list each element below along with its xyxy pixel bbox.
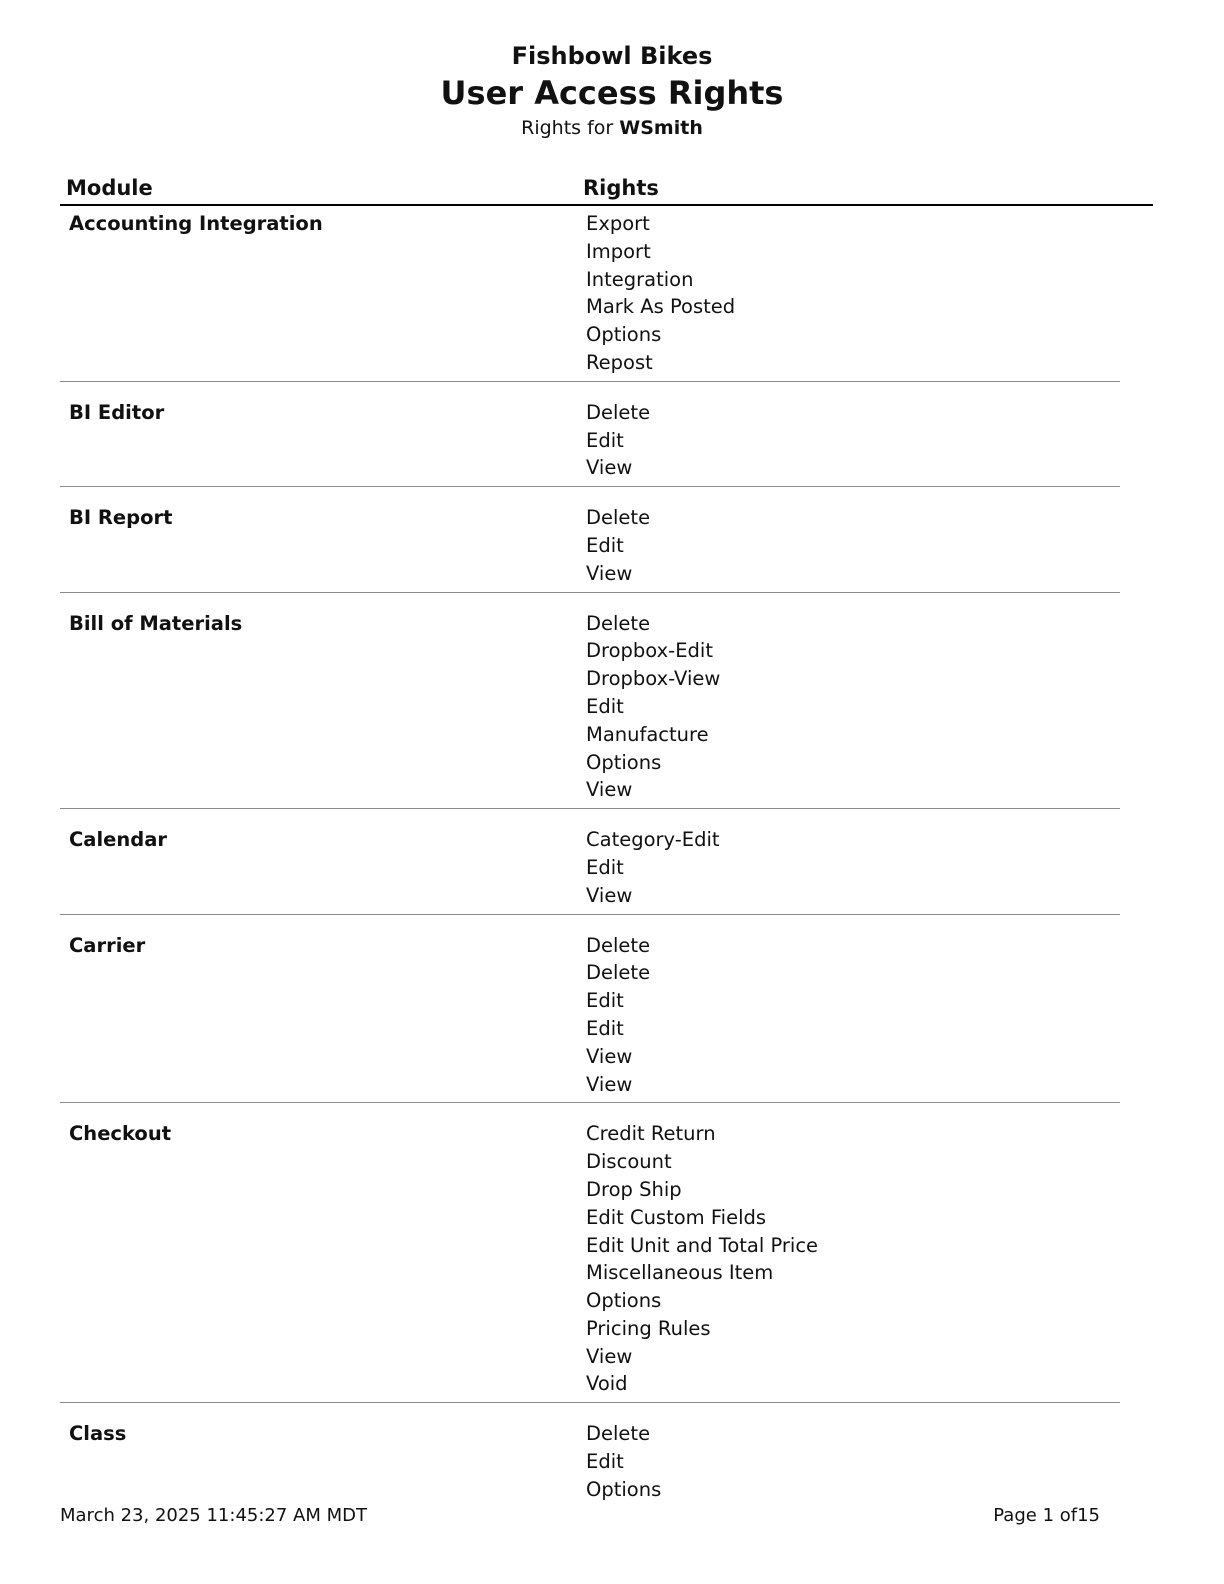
rights-list — [586, 504, 1120, 587]
right-item: Import — [586, 239, 651, 263]
right-item: Edit Custom Fields — [586, 1205, 767, 1229]
right-item: Edit — [586, 1450, 624, 1474]
module-name: Accounting Integration — [69, 212, 323, 235]
rights-list — [586, 210, 1120, 377]
report-header — [0, 40, 1224, 142]
right-item: Delete — [586, 400, 651, 424]
module-name: BI Editor — [69, 400, 165, 424]
right-item: Edit — [586, 694, 624, 718]
rights-list — [586, 932, 1120, 1099]
table-row — [60, 1403, 1120, 1507]
table-row — [60, 206, 1120, 382]
right-item: Delete — [586, 1422, 651, 1446]
right-item: Export — [586, 212, 650, 235]
module-name: Bill of Materials — [69, 611, 243, 635]
right-item: Edit Unit and Total Price — [586, 1233, 819, 1257]
rights-list — [586, 1120, 1120, 1398]
report-subtitle — [0, 114, 1224, 142]
right-item: Delete — [586, 961, 651, 985]
rights-table — [60, 206, 1120, 1508]
right-item: Dropbox-Edit — [586, 639, 713, 663]
rights-list — [586, 1420, 1120, 1503]
right-item: Edit — [586, 855, 624, 879]
rights-list — [586, 399, 1120, 482]
right-item: Credit Return — [586, 1122, 716, 1146]
table-row — [60, 809, 1120, 914]
right-item: Edit — [586, 1016, 624, 1040]
right-item: View — [586, 883, 633, 907]
right-item: View — [586, 1072, 633, 1096]
column-headers — [60, 174, 1153, 206]
subtitle-prefix: Rights for — [521, 117, 620, 139]
table-row — [60, 1103, 1120, 1403]
right-item: View — [586, 778, 633, 802]
table-row — [60, 382, 1120, 487]
right-item: Edit — [586, 428, 624, 452]
module-name: Carrier — [69, 933, 146, 957]
right-item: Mark As Posted — [586, 295, 736, 319]
right-item: View — [586, 561, 633, 585]
right-item: Integration — [586, 267, 694, 291]
right-item: Edit — [586, 989, 624, 1013]
right-item: Pricing Rules — [586, 1316, 711, 1340]
user-name: WSmith — [619, 117, 703, 139]
right-item: Edit — [586, 533, 624, 557]
right-item: Repost — [586, 350, 653, 374]
column-header-module: Module — [66, 176, 153, 200]
table-row — [60, 593, 1120, 810]
right-item: Delete — [586, 933, 651, 957]
footer-timestamp: March 23, 2025 11:45:27 AM MDT — [60, 1505, 367, 1526]
company-name: Fishbowl Bikes — [511, 42, 713, 70]
right-item: Discount — [586, 1150, 672, 1174]
table-row — [60, 487, 1120, 592]
module-name: Calendar — [69, 828, 167, 852]
report-title: User Access Rights — [440, 74, 784, 112]
module-name: BI Report — [69, 506, 173, 530]
right-item: Void — [586, 1372, 628, 1396]
right-item: Category-Edit — [586, 828, 720, 852]
module-name: Checkout — [69, 1122, 172, 1146]
right-item: Drop Ship — [586, 1177, 682, 1201]
right-item: View — [586, 1344, 633, 1368]
right-item: Options — [586, 323, 662, 347]
right-item: Options — [586, 1289, 662, 1313]
module-name: Class — [69, 1422, 127, 1446]
right-item: View — [586, 1044, 633, 1068]
table-row — [60, 915, 1120, 1104]
right-item: Delete — [586, 506, 651, 530]
right-item: Miscellaneous Item — [586, 1261, 774, 1285]
footer-page-number: Page 1 of15 — [993, 1505, 1100, 1526]
rights-list — [586, 826, 1120, 909]
right-item: Dropbox-View — [586, 667, 721, 691]
right-item: Delete — [586, 611, 651, 635]
right-item: Manufacture — [586, 722, 709, 746]
column-header-rights: Rights — [583, 176, 659, 200]
right-item: View — [586, 456, 633, 480]
right-item: Options — [586, 1477, 662, 1501]
rights-list — [586, 610, 1120, 805]
right-item: Options — [586, 750, 662, 774]
